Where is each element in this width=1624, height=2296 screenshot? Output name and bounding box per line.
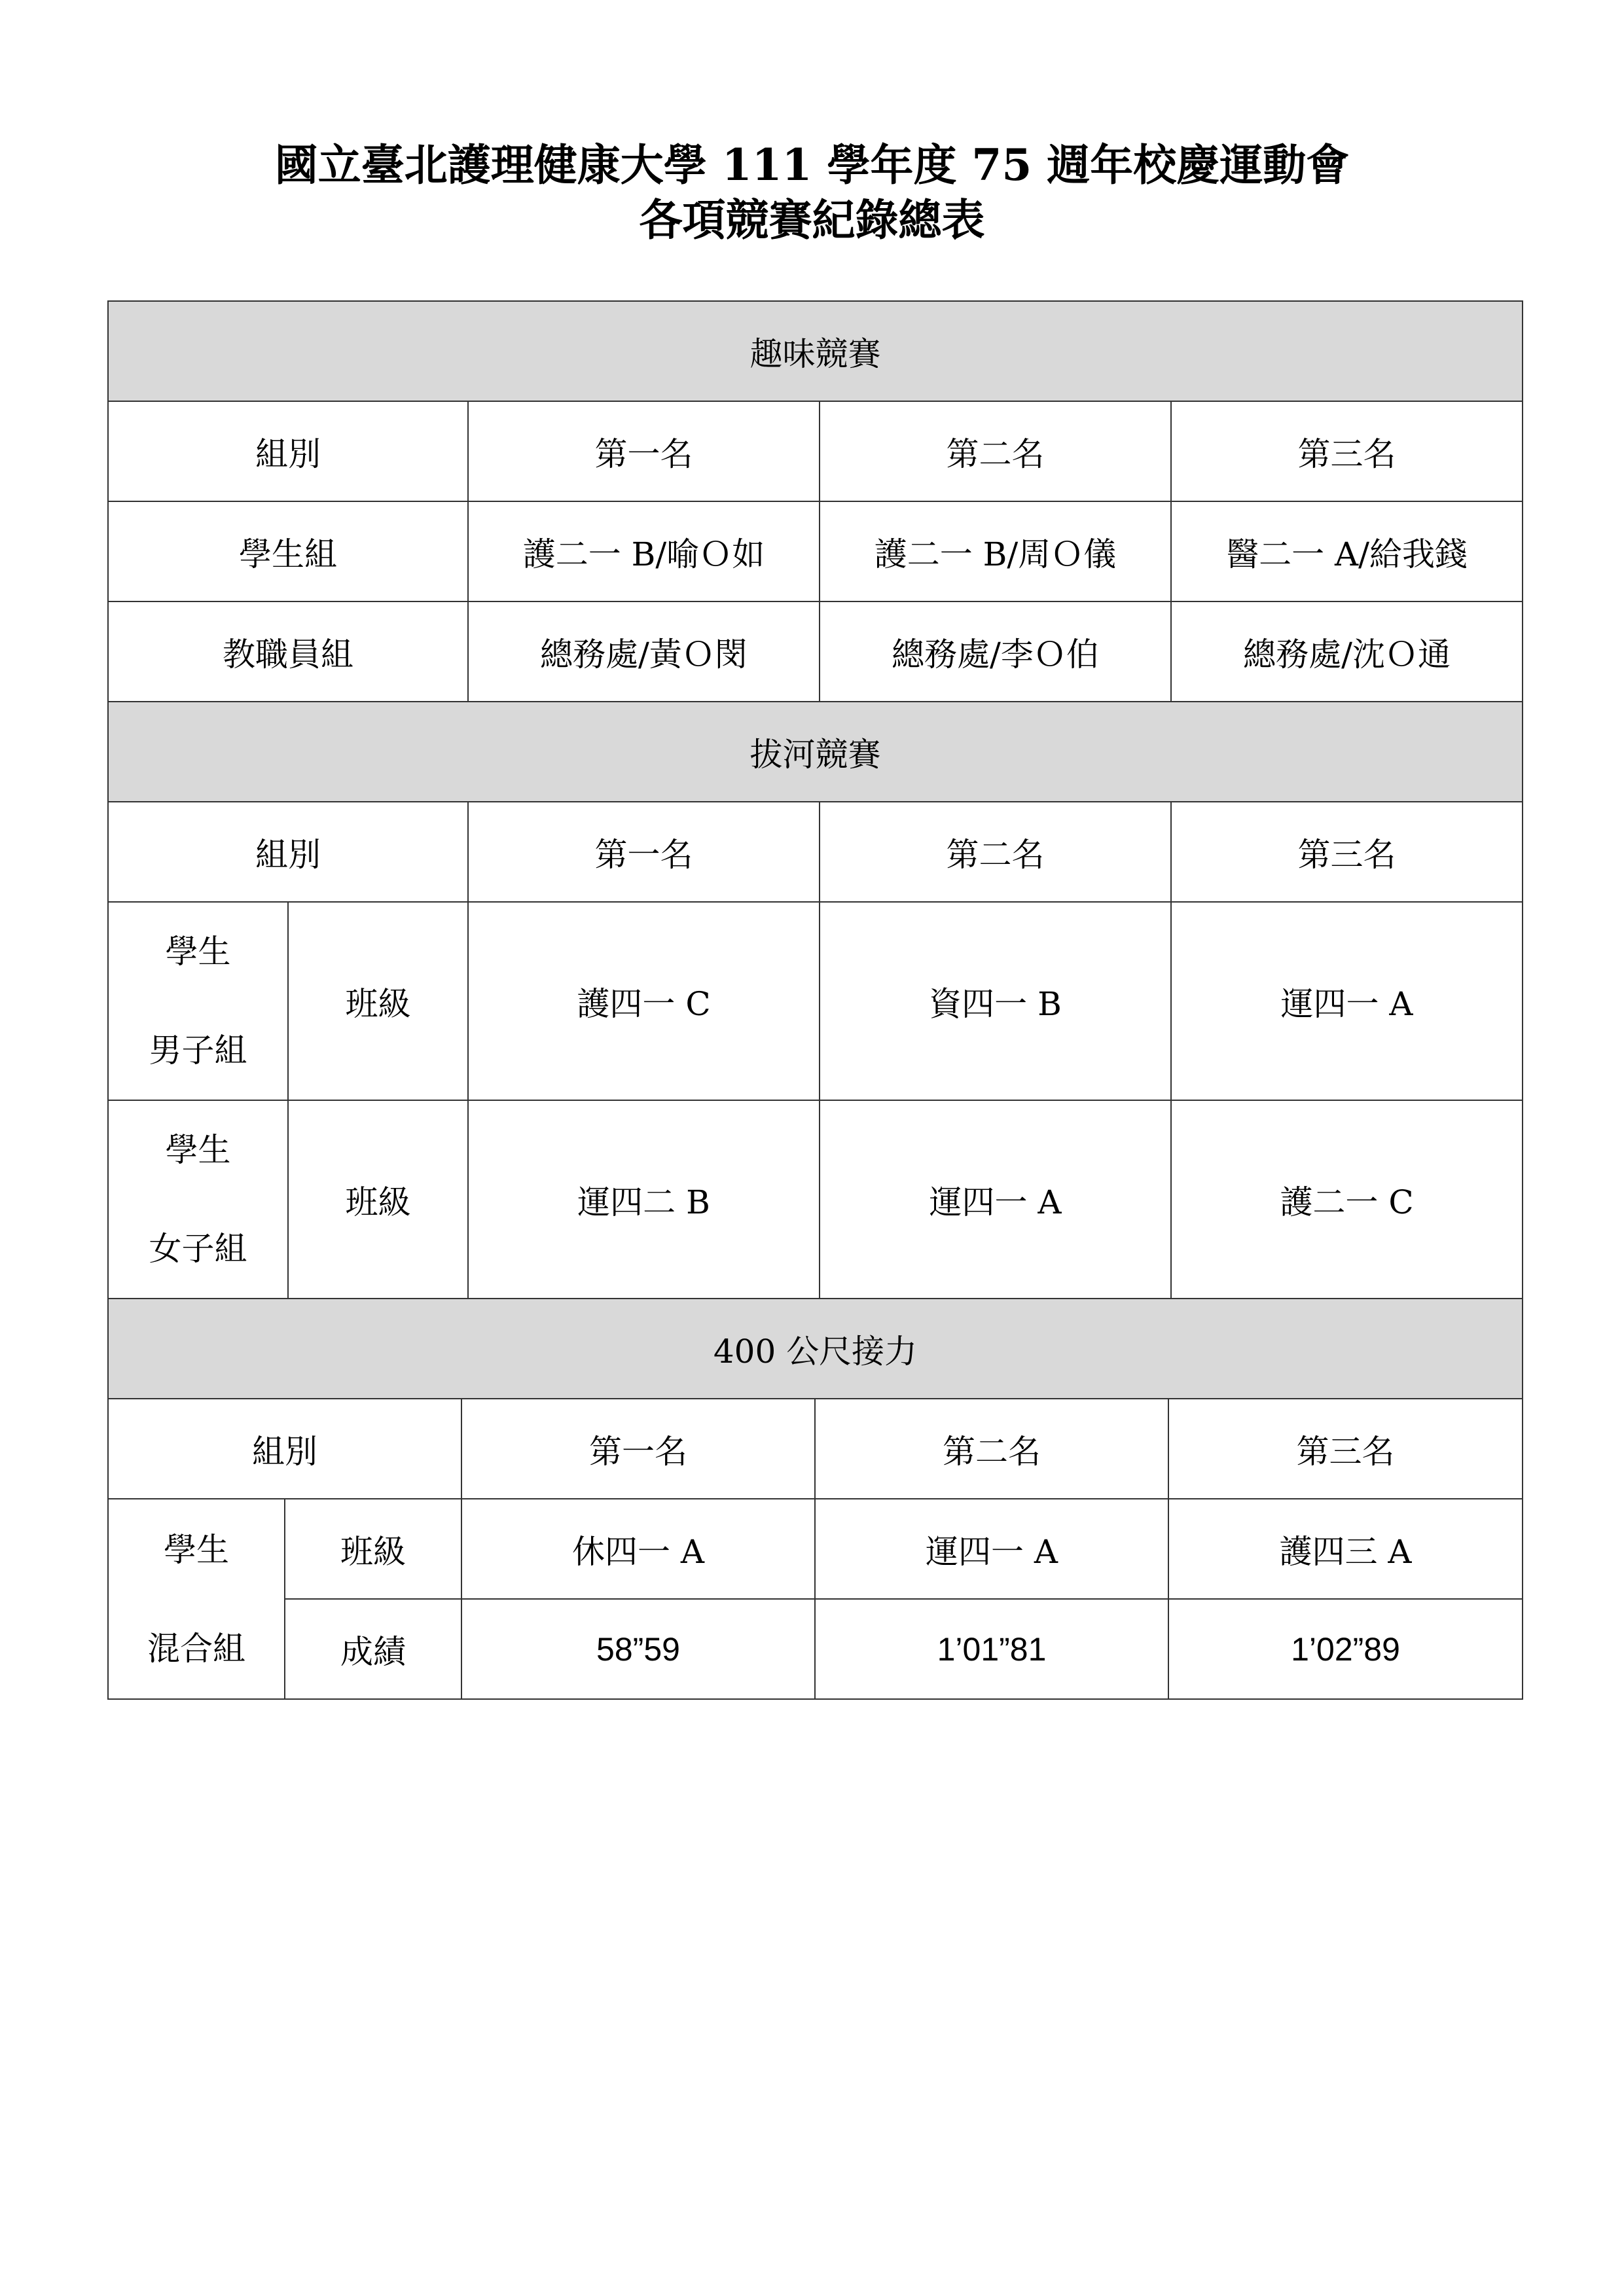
table-row bbox=[108, 501, 1523, 601]
header-first: 第一名 bbox=[468, 401, 820, 501]
group-cell bbox=[108, 1100, 288, 1299]
header-row bbox=[108, 802, 1523, 902]
table-row bbox=[108, 902, 1523, 1100]
header-row bbox=[108, 401, 1523, 501]
header-second: 第二名 bbox=[820, 401, 1171, 501]
table-row bbox=[108, 1599, 1523, 1699]
header-group: 組別 bbox=[108, 802, 468, 902]
second-place-cell: 運四一 A bbox=[815, 1499, 1168, 1599]
first-place-time: 58”59 bbox=[461, 1599, 815, 1699]
header-group: 組別 bbox=[108, 401, 468, 501]
second-place-time: 1’01”81 bbox=[815, 1599, 1168, 1699]
third-place-cell: 護二一 C bbox=[1171, 1100, 1523, 1299]
table-row bbox=[108, 601, 1523, 702]
third-place-cell: 總務處/沈Ｏ通 bbox=[1171, 601, 1523, 702]
results-table-relay bbox=[107, 1298, 1523, 1700]
group-cell bbox=[108, 902, 288, 1100]
second-place-cell: 資四一 B bbox=[820, 902, 1171, 1100]
results-table-fun-and-tug bbox=[107, 300, 1523, 1299]
third-place-time: 1’02”89 bbox=[1168, 1599, 1523, 1699]
result-label-cell: 成績 bbox=[285, 1599, 461, 1699]
header-first: 第一名 bbox=[468, 802, 820, 902]
group-line2: 女子組 bbox=[149, 1230, 247, 1268]
header-group: 組別 bbox=[108, 1399, 461, 1499]
group-line2: 混合組 bbox=[147, 1629, 245, 1668]
header-row bbox=[108, 1399, 1523, 1499]
document-title-line1: 國立臺北護理健康大學 111 學年度 75 週年校慶運動會 bbox=[274, 139, 1350, 190]
header-third: 第三名 bbox=[1171, 401, 1523, 501]
first-place-cell: 總務處/黃Ｏ閔 bbox=[468, 601, 820, 702]
sub-label-cell: 班級 bbox=[288, 902, 468, 1100]
third-place-cell: 運四一 A bbox=[1171, 902, 1523, 1100]
group-cell bbox=[108, 1499, 285, 1699]
second-place-cell: 運四一 A bbox=[820, 1100, 1171, 1299]
document-title-line2: 各項競賽紀錄總表 bbox=[639, 194, 985, 245]
table-row bbox=[108, 1100, 1523, 1299]
section-title-tug-of-war: 拔河競賽 bbox=[108, 702, 1523, 802]
section-title-fun-game: 趣味競賽 bbox=[108, 301, 1523, 401]
group-line1: 學生 bbox=[165, 1131, 231, 1169]
header-first: 第一名 bbox=[461, 1399, 815, 1499]
group-cell: 學生組 bbox=[108, 501, 468, 601]
group-line1: 學生 bbox=[164, 1530, 229, 1569]
first-place-cell: 運四二 B bbox=[468, 1100, 820, 1299]
second-place-cell: 總務處/李Ｏ伯 bbox=[820, 601, 1171, 702]
group-cell: 教職員組 bbox=[108, 601, 468, 702]
table-row bbox=[108, 1499, 1523, 1599]
header-second: 第二名 bbox=[820, 802, 1171, 902]
third-place-cell: 醫二一 A/給我錢 bbox=[1171, 501, 1523, 601]
first-place-cell: 護四一 C bbox=[468, 902, 820, 1100]
header-second: 第二名 bbox=[815, 1399, 1168, 1499]
header-third: 第三名 bbox=[1168, 1399, 1523, 1499]
section-title-relay: 400 公尺接力 bbox=[108, 1299, 1523, 1399]
second-place-cell: 護二一 B/周Ｏ儀 bbox=[820, 501, 1171, 601]
header-third: 第三名 bbox=[1171, 802, 1523, 902]
class-label-cell: 班級 bbox=[285, 1499, 461, 1599]
first-place-cell: 休四一 A bbox=[461, 1499, 815, 1599]
group-line1: 學生 bbox=[165, 933, 231, 971]
third-place-cell: 護四三 A bbox=[1168, 1499, 1523, 1599]
first-place-cell: 護二一 B/喻Ｏ如 bbox=[468, 501, 820, 601]
group-line2: 男子組 bbox=[149, 1031, 247, 1069]
sub-label-cell: 班級 bbox=[288, 1100, 468, 1299]
